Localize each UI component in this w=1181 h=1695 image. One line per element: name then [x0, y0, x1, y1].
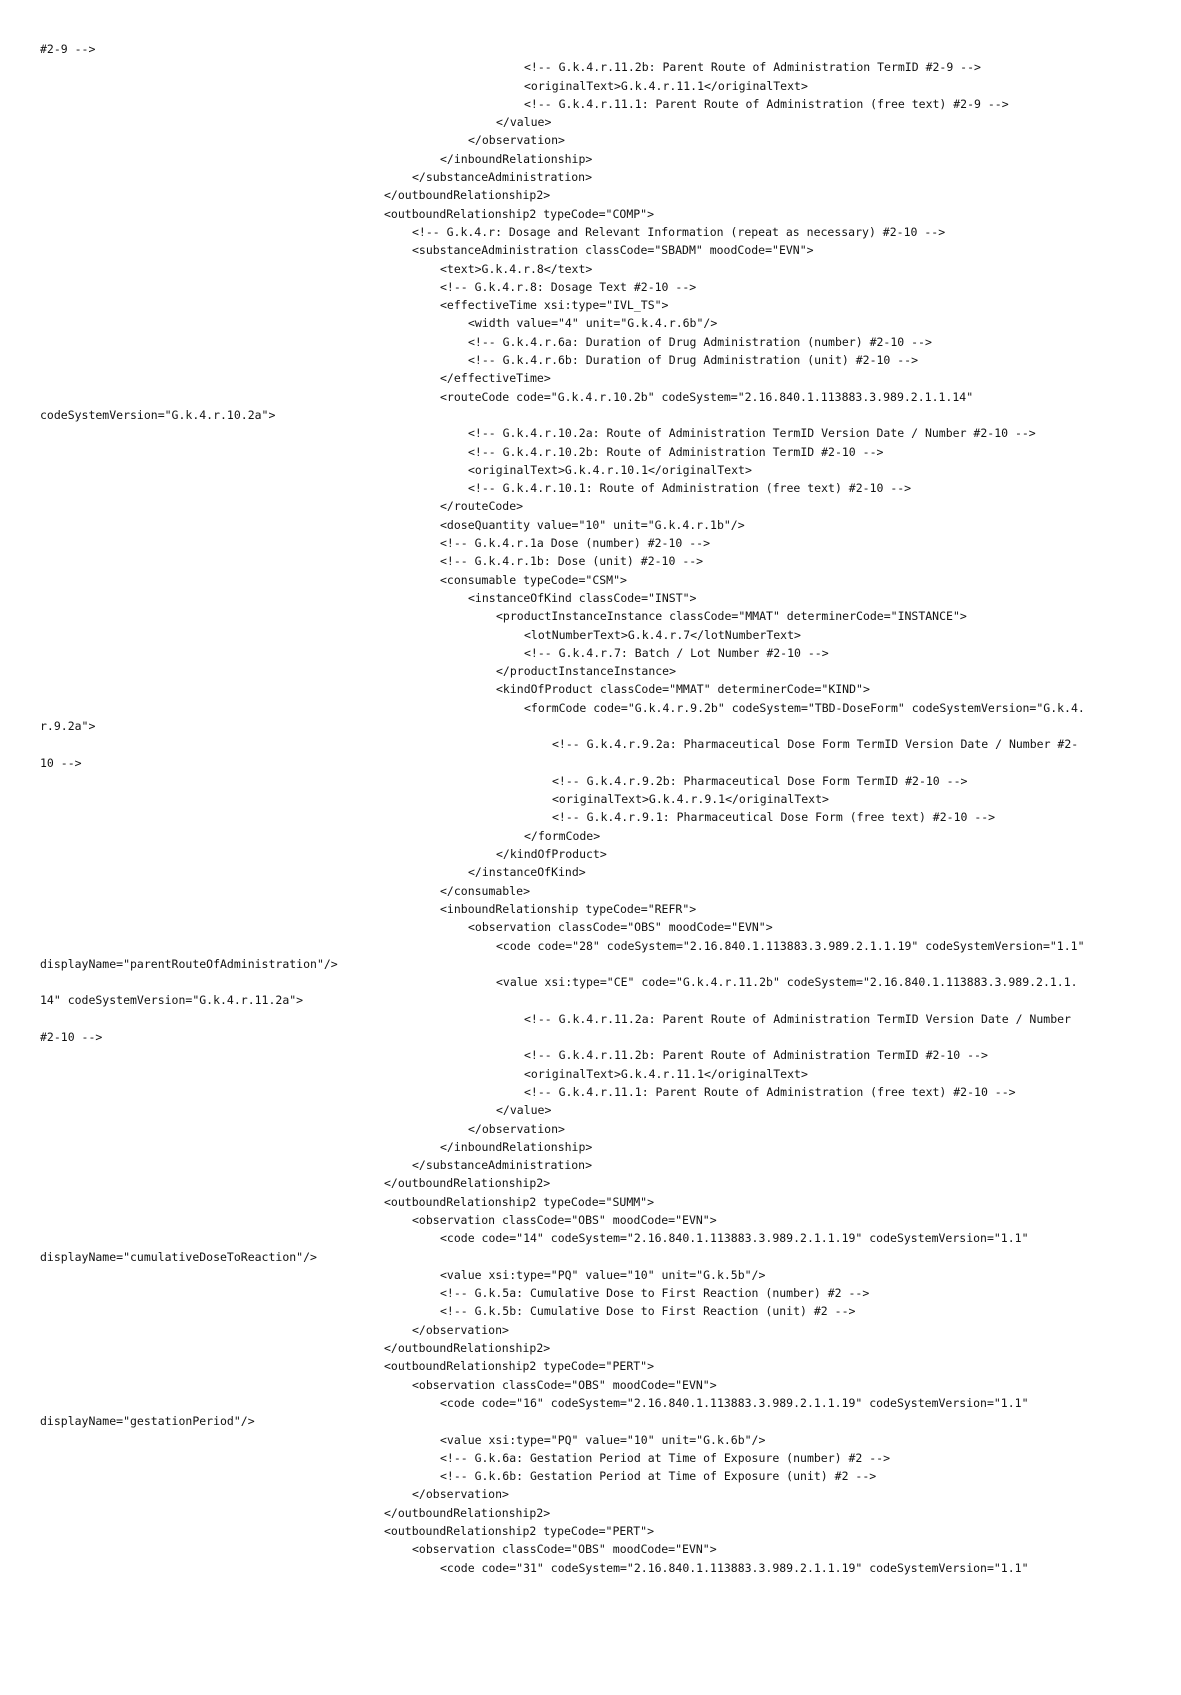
code-line: <outboundRelationship2 typeCode="COMP">	[384, 206, 655, 221]
code-line: <!-- G.k.4.r.10.2a: Route of Administration TermID Version Date / Number #2-10 -->	[468, 426, 1036, 441]
code-line: <!-- G.k.6b: Gestation Period at Time of Exposure (unit) #2 -->	[440, 1469, 877, 1484]
code-line: <!-- G.k.4.r.6b: Duration of Drug Administration (unit) #2-10 -->	[468, 353, 919, 368]
code-line: displayName="gestationPeriod"/>	[40, 1414, 255, 1429]
code-line: <!-- G.k.5a: Cumulative Dose to First Reaction (number) #2 -->	[440, 1286, 870, 1301]
code-line: <!-- G.k.4.r.11.2b: Parent Route of Administration TermID #2-9 -->	[524, 60, 981, 75]
code-line: </routeCode>	[440, 499, 524, 514]
code-line: 14" codeSystemVersion="G.k.4.r.11.2a">	[40, 993, 304, 1008]
code-line: <outboundRelationship2 typeCode="SUMM">	[384, 1194, 655, 1209]
code-line: <effectiveTime xsi:type="IVL_TS">	[440, 298, 669, 313]
code-line: <value xsi:type="CE" code="G.k.4.r.11.2b" codeSystem="2.16.840.1.113883.3.989.2.1.1.	[496, 975, 1078, 990]
code-line: <!-- G.k.4.r.9.2a: Pharmaceutical Dose Form TermID Version Date / Number #2-	[552, 737, 1079, 752]
code-line: <kindOfProduct classCode="MMAT" determinerCode="KIND">	[496, 682, 870, 697]
code-line: <originalText>G.k.4.r.9.1</originalText>	[552, 792, 829, 807]
code-line: <instanceOfKind classCode="INST">	[468, 590, 697, 605]
code-line: <text>G.k.4.r.8</text>	[440, 261, 593, 276]
code-line: <!-- G.k.4.r.10.1: Route of Administration (free text) #2-10 -->	[468, 481, 912, 496]
code-line: </inboundRelationship>	[440, 1139, 593, 1154]
code-line: <observation classCode="OBS" moodCode="EVN">	[468, 920, 773, 935]
code-line: <substanceAdministration classCode="SBADM" moodCode="EVN">	[412, 243, 814, 258]
code-line: </observation>	[412, 1487, 509, 1502]
code-line: <!-- G.k.4.r.11.1: Parent Route of Administration (free text) #2-9 -->	[524, 96, 1009, 111]
code-line: <formCode code="G.k.4.r.9.2b" codeSystem="TBD-DoseForm" codeSystemVersion="G.k.4.	[524, 700, 1085, 715]
code-line: <!-- G.k.4.r.9.2b: Pharmaceutical Dose Form TermID #2-10 -->	[552, 773, 968, 788]
code-line: </observation>	[412, 1322, 509, 1337]
code-line: <observation classCode="OBS" moodCode="EVN">	[412, 1213, 717, 1227]
code-line: </outboundRelationship2>	[384, 1505, 551, 1520]
code-line: <value xsi:type="PQ" value="10" unit="G.k.5b"/>	[440, 1267, 766, 1282]
code-line: </value>	[496, 115, 552, 130]
code-line: <!-- G.k.4.r.9.1: Pharmaceutical Dose Form (free text) #2-10 -->	[552, 810, 996, 825]
code-line: <!-- G.k.4.r.10.2b: Route of Administration TermID #2-10 -->	[468, 444, 884, 459]
code-line: </instanceOfKind>	[468, 865, 586, 880]
code-line: displayName="cumulativeDoseToReaction"/>	[40, 1249, 317, 1264]
code-line: <doseQuantity value="10" unit="G.k.4.r.1b"/>	[440, 517, 745, 532]
code-line: </inboundRelationship>	[440, 151, 593, 166]
code-line: </outboundRelationship2>	[384, 188, 551, 203]
code-line: <productInstanceInstance classCode="MMAT" determinerCode="INSTANCE">	[496, 609, 967, 624]
code-line: <!-- G.k.5b: Cumulative Dose to First Reaction (unit) #2 -->	[440, 1304, 856, 1319]
code-line: <!-- G.k.4.r.11.1: Parent Route of Administration (free text) #2-10 -->	[524, 1084, 1016, 1099]
code-line: <!-- G.k.6a: Gestation Period at Time of Exposure (number) #2 -->	[440, 1450, 891, 1465]
code-line: </productInstanceInstance>	[496, 664, 677, 679]
code-line: </consumable>	[440, 883, 531, 898]
code-line: <!-- G.k.4.r: Dosage and Relevant Information (repeat as necessary) #2-10 -->	[412, 224, 946, 239]
code-line: <originalText>G.k.4.r.11.1</originalText>	[524, 78, 808, 93]
code-line: <!-- G.k.4.r.1b: Dose (unit) #2-10 -->	[440, 554, 704, 569]
code-line: </formCode>	[524, 828, 601, 843]
code-line: 10 -->	[40, 755, 82, 770]
code-line: <!-- G.k.4.r.8: Dosage Text #2-10 -->	[440, 279, 697, 294]
code-line: </observation>	[468, 1121, 565, 1136]
code-line: </kindOfProduct>	[496, 847, 607, 862]
code-line: #2-9 -->	[40, 42, 96, 56]
code-line: <!-- G.k.4.r.6a: Duration of Drug Administration (number) #2-10 -->	[468, 334, 932, 349]
code-line: </outboundRelationship2>	[384, 1176, 551, 1191]
code-line: <!-- G.k.4.r.11.2a: Parent Route of Administration TermID Version Date / Number	[524, 1011, 1071, 1026]
code-line: </substanceAdministration>	[412, 1158, 593, 1173]
code-line: </substanceAdministration>	[412, 170, 593, 185]
code-line: <code code="16" codeSystem="2.16.840.1.113883.3.989.2.1.1.19" codeSystemVersion="1.1"	[440, 1395, 1029, 1410]
code-line: <code code="28" codeSystem="2.16.840.1.113883.3.989.2.1.1.19" codeSystemVersion="1.1"	[496, 938, 1085, 953]
code-line: <routeCode code="G.k.4.r.10.2b" codeSystem="2.16.840.1.113883.3.989.2.1.1.14"	[440, 389, 974, 404]
code-line: <consumable typeCode="CSM">	[440, 572, 627, 587]
code-line: <outboundRelationship2 typeCode="PERT">	[384, 1359, 655, 1374]
code-line: <observation classCode="OBS" moodCode="EVN">	[412, 1542, 717, 1557]
code-line: <originalText>G.k.4.r.11.1</originalText>	[524, 1066, 808, 1081]
code-line: </outboundRelationship2>	[384, 1341, 551, 1356]
code-line: <code code="31" codeSystem="2.16.840.1.113883.3.989.2.1.1.19" codeSystemVersion="1.1"	[440, 1560, 1029, 1575]
code-line: </effectiveTime>	[440, 371, 551, 386]
code-line: <lotNumberText>G.k.4.r.7</lotNumberText>	[524, 627, 801, 642]
code-line: <!-- G.k.4.r.11.2b: Parent Route of Administration TermID #2-10 -->	[524, 1048, 988, 1063]
code-line: displayName="parentRouteOfAdministration"/>	[40, 956, 338, 971]
code-line: <value xsi:type="PQ" value="10" unit="G.k.6b"/>	[440, 1432, 766, 1447]
code-line: <!-- G.k.4.r.1a Dose (number) #2-10 -->	[440, 536, 711, 551]
code-line: <originalText>G.k.4.r.10.1</originalText>	[468, 462, 752, 477]
code-line: <code code="14" codeSystem="2.16.840.1.113883.3.989.2.1.1.19" codeSystemVersion="1.1"	[440, 1231, 1029, 1246]
code-line: codeSystemVersion="G.k.4.r.10.2a">	[40, 407, 276, 422]
code-line: <inboundRelationship typeCode="REFR">	[440, 901, 697, 916]
code-line: <observation classCode="OBS" moodCode="EVN">	[412, 1377, 717, 1392]
code-line: <!-- G.k.4.r.7: Batch / Lot Number #2-10 -->	[524, 645, 829, 660]
code-line: </value>	[496, 1103, 552, 1118]
code-line: #2-10 -->	[40, 1030, 103, 1045]
code-line: </observation>	[468, 133, 565, 148]
code-line: <outboundRelationship2 typeCode="PERT">	[384, 1524, 655, 1539]
code-line: r.9.2a">	[40, 718, 96, 733]
xml-code-listing	[40, 40, 1123, 1577]
code-line: <width value="4" unit="G.k.4.r.6b"/>	[468, 316, 718, 331]
